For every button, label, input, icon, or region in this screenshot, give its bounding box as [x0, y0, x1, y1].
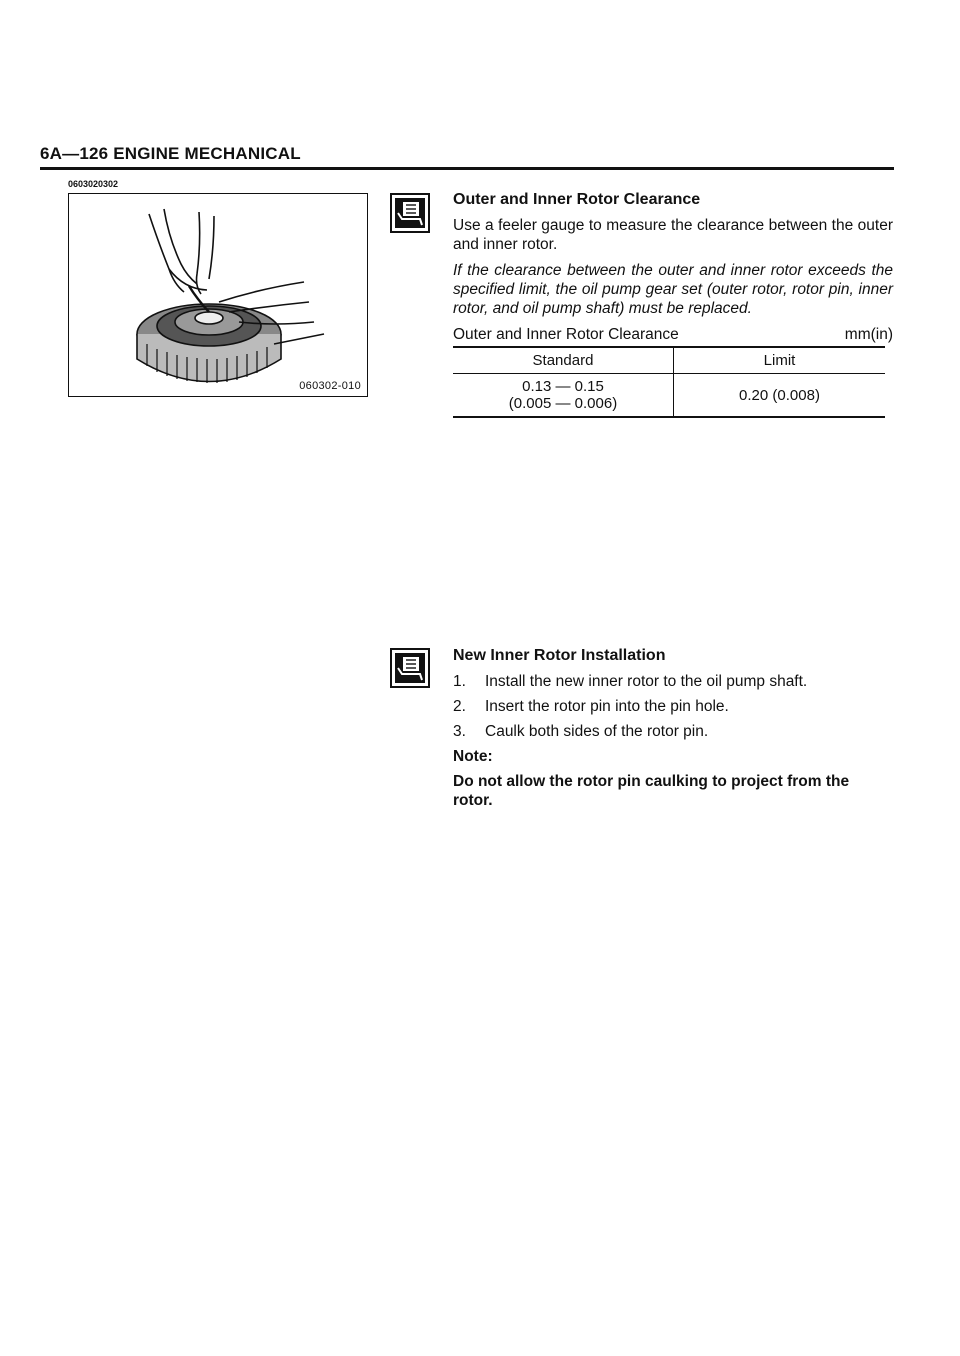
- service-manual-icon: [390, 193, 430, 233]
- step-number: 3.: [453, 723, 466, 740]
- page-header: 6A—126 ENGINE MECHANICAL: [40, 144, 301, 163]
- header-rule: [40, 167, 894, 170]
- illustration-feeler-gauge-measurement: [68, 193, 368, 397]
- list-item: [453, 697, 893, 716]
- step-text: Caulk both sides of the rotor pin.: [485, 723, 709, 740]
- clearance-spec-table: [453, 346, 885, 418]
- table-header-limit: Limit: [674, 347, 886, 374]
- list-item: [453, 672, 893, 691]
- feeler-gauge-illustration: [69, 194, 366, 395]
- table-header-row: [453, 347, 885, 374]
- table-unit: mm(in): [844, 326, 893, 343]
- table-caption-title: Outer and Inner Rotor Clearance: [453, 326, 679, 343]
- step-text: Insert the rotor pin into the pin hole.: [485, 698, 729, 715]
- step-number: 2.: [453, 698, 466, 715]
- step-text: Install the new inner rotor to the oil pump shaft.: [485, 673, 808, 690]
- step-number: 1.: [453, 673, 466, 690]
- section-inner-rotor-installation: [453, 646, 893, 810]
- standard-value-cell: [453, 374, 674, 418]
- installation-steps: [453, 672, 893, 741]
- table-row: [453, 374, 885, 418]
- service-manual-icon: [390, 648, 430, 688]
- paragraph-limit: If the clearance between the outer and inner rotor exceeds the specified limit, the oil pump gear set (outer rotor, rotor pin, inner rotor, and oil pump shaft) must be replaced.: [453, 262, 893, 317]
- list-item: [453, 722, 893, 741]
- table-caption: [453, 325, 893, 344]
- table-header-standard: Standard: [453, 347, 674, 374]
- standard-value-mm: 0.13 — 0.15: [522, 378, 604, 395]
- note-label: Note:: [453, 748, 493, 765]
- paragraph-measure: Use a feeler gauge to measure the clearance between the outer and inner rotor.: [453, 217, 893, 253]
- figure-label: 060302-010: [299, 380, 361, 392]
- section-title: New Inner Rotor Installation: [453, 647, 666, 664]
- section-title: Outer and Inner Rotor Clearance: [453, 191, 701, 208]
- standard-value-in: (0.005 — 0.006): [508, 395, 618, 412]
- section-rotor-clearance: [453, 190, 893, 418]
- note-text: Do not allow the rotor pin caulking to project from the rotor.: [453, 773, 850, 809]
- limit-value-cell: 0.20 (0.008): [674, 374, 886, 418]
- figure-code: 0603020302: [68, 179, 119, 189]
